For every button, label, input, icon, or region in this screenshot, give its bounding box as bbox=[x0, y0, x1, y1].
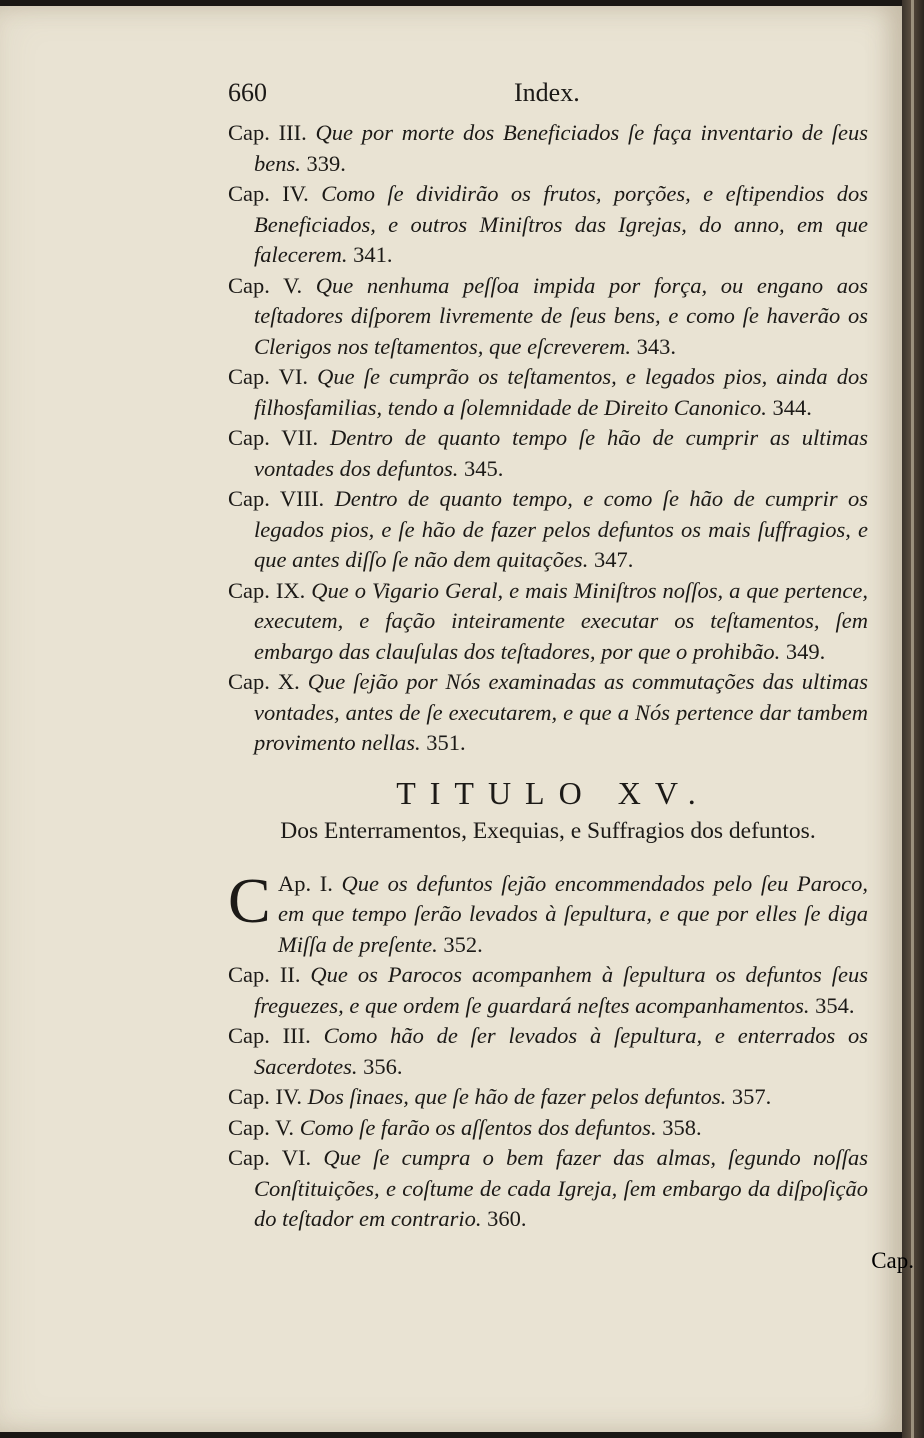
section-title: TITULO XV. bbox=[396, 774, 710, 811]
entry-chapter: Cap. IV. bbox=[228, 1084, 302, 1109]
entry-chapter: Cap. VI. bbox=[228, 364, 308, 389]
index-entry bbox=[228, 118, 868, 179]
entry-page: 354. bbox=[815, 992, 855, 1018]
index-entry bbox=[228, 960, 868, 1021]
index-entry bbox=[228, 1082, 868, 1113]
entry-page: 341. bbox=[353, 242, 393, 267]
entry-chapter: Cap. III. bbox=[228, 120, 307, 145]
entry-text: Dentro de quanto tempo, e como ſe hão de cumprir os legados pios, e ſe hão de fazer pelos defuntos os mais ſuffragios, e que antes diſſo ſe não dem quitações. bbox=[254, 486, 868, 572]
index-entry bbox=[228, 576, 868, 668]
index-entries-bottom bbox=[228, 960, 868, 1235]
entry-page: 349. bbox=[785, 638, 826, 664]
entry-page: 343. bbox=[636, 333, 676, 359]
entry-chapter: Cap. IV. bbox=[228, 181, 309, 206]
entry-chapter: Cap. IX. bbox=[228, 577, 306, 603]
first-entry-text bbox=[228, 864, 868, 961]
index-entry bbox=[228, 423, 868, 484]
entry-page: 345. bbox=[463, 455, 504, 481]
entry-text: Que nenhuma peſſoa impida por força, ou engano aos teſtadores diſporem livremente de ſeus bens, e como ſe haverão os Clerigos nos teſtamentos, que eſcreverem. bbox=[254, 272, 869, 359]
index-entry bbox=[228, 179, 868, 271]
entry-text: Como ſe farão os aſſentos dos defuntos. bbox=[299, 1114, 657, 1140]
entry-chapter: Cap. II. bbox=[228, 962, 301, 987]
index-entry bbox=[228, 667, 868, 759]
first-entry bbox=[228, 864, 868, 961]
page-content bbox=[228, 70, 868, 1235]
page-number: 660 bbox=[228, 78, 267, 107]
entry-page: 356. bbox=[363, 1053, 403, 1079]
entry-text: Que os Parocos acompanhem à ſepultura os defuntos ſeus freguezes, e que ordem ſe guardará neſtes acompanhamentos. bbox=[254, 962, 868, 1018]
entry-chapter: Cap. V. bbox=[228, 1114, 295, 1140]
entry-page: 351. bbox=[426, 730, 466, 755]
index-entry bbox=[228, 1113, 868, 1144]
entry-text: Que ſe cumpra o bem fazer das almas, ſegundo noſſas Conſtituições, e coſtume de cada Igreja, ſem embargo da diſpoſição do teſtador em contrario. bbox=[254, 1145, 868, 1231]
entry-text: Que ſe cumprão os teſtamentos, e legados pios, ainda dos filhosfamilias, tendo a ſolemnidade de Direito Canonico. bbox=[254, 364, 868, 420]
entry-page: 357. bbox=[731, 1084, 772, 1109]
entry-page: 347. bbox=[593, 547, 634, 572]
entry-page: 360. bbox=[487, 1206, 527, 1231]
index-entry bbox=[228, 484, 868, 576]
index-entry bbox=[228, 1143, 868, 1235]
entry-text: Como ſe dividirão os frutos, porções, e eſtipendios dos Beneficiados, e outros Miniſtros das Igrejas, do anno, em que falecerem. bbox=[254, 181, 868, 267]
entry-page: 339. bbox=[306, 150, 346, 176]
drop-cap: C bbox=[228, 864, 271, 936]
index-entry bbox=[228, 1021, 868, 1082]
entry-chapter: Cap. III. bbox=[228, 1023, 311, 1048]
section-subtitle: Dos Enterramentos, Exequias, e Suffragios dos defuntos. bbox=[280, 817, 816, 844]
entry-text: Dos ſinaes, que ſe hão de fazer pelos defuntos. bbox=[307, 1084, 727, 1109]
catchword: Cap. bbox=[871, 1248, 914, 1273]
entry-chapter: Cap. X. bbox=[228, 669, 300, 694]
index-entries-top bbox=[228, 118, 868, 759]
entry-text: Dentro de quanto tempo ſe hão de cumprir as ultimas vontades dos defuntos. bbox=[254, 425, 869, 481]
section-heading bbox=[228, 773, 868, 847]
header-title: Index. bbox=[514, 78, 580, 107]
first-entry-body: Que os defuntos ſejão encommendados pelo ſeu Paroco, em que tempo ſerão levados à ſepultura, e que por elles ſe diga Miſſa de preſente. bbox=[278, 870, 868, 957]
page-edge-line bbox=[911, 0, 914, 1438]
entry-chapter: Cap. VI. bbox=[228, 1145, 312, 1170]
entry-chapter: Cap. VIII. bbox=[228, 486, 325, 511]
entry-page: 344. bbox=[772, 394, 812, 420]
entry-chapter: Cap. V. bbox=[228, 272, 303, 298]
first-entry-cap: Ap. I. bbox=[278, 870, 333, 896]
entry-text: Como hão de ſer levados à ſepultura, e enterrados os Sacerdotes. bbox=[254, 1023, 868, 1079]
entry-page: 358. bbox=[662, 1114, 702, 1140]
index-entry bbox=[228, 362, 868, 423]
entry-text: Que por morte dos Beneficiados ſe faça inventario de ſeus bens. bbox=[254, 120, 868, 176]
entry-text: Que ſejão por Nós examinadas as commutações das ultimas vontades, antes de ſe executarem, e que a Nós pertence dar tambem provimento nellas. bbox=[254, 669, 868, 755]
entry-chapter: Cap. VII. bbox=[228, 425, 319, 450]
entry-text: Que o Vigario Geral, e mais Miniſtros noſſos, a que pertence, executem, e fação inteiramente executar os teſtamentos, ſem embargo das clauſulas dos teſtadores, por que o prohibão. bbox=[254, 577, 868, 664]
index-entry bbox=[228, 271, 868, 363]
running-header bbox=[228, 70, 868, 118]
first-entry-page: 352. bbox=[443, 931, 483, 957]
